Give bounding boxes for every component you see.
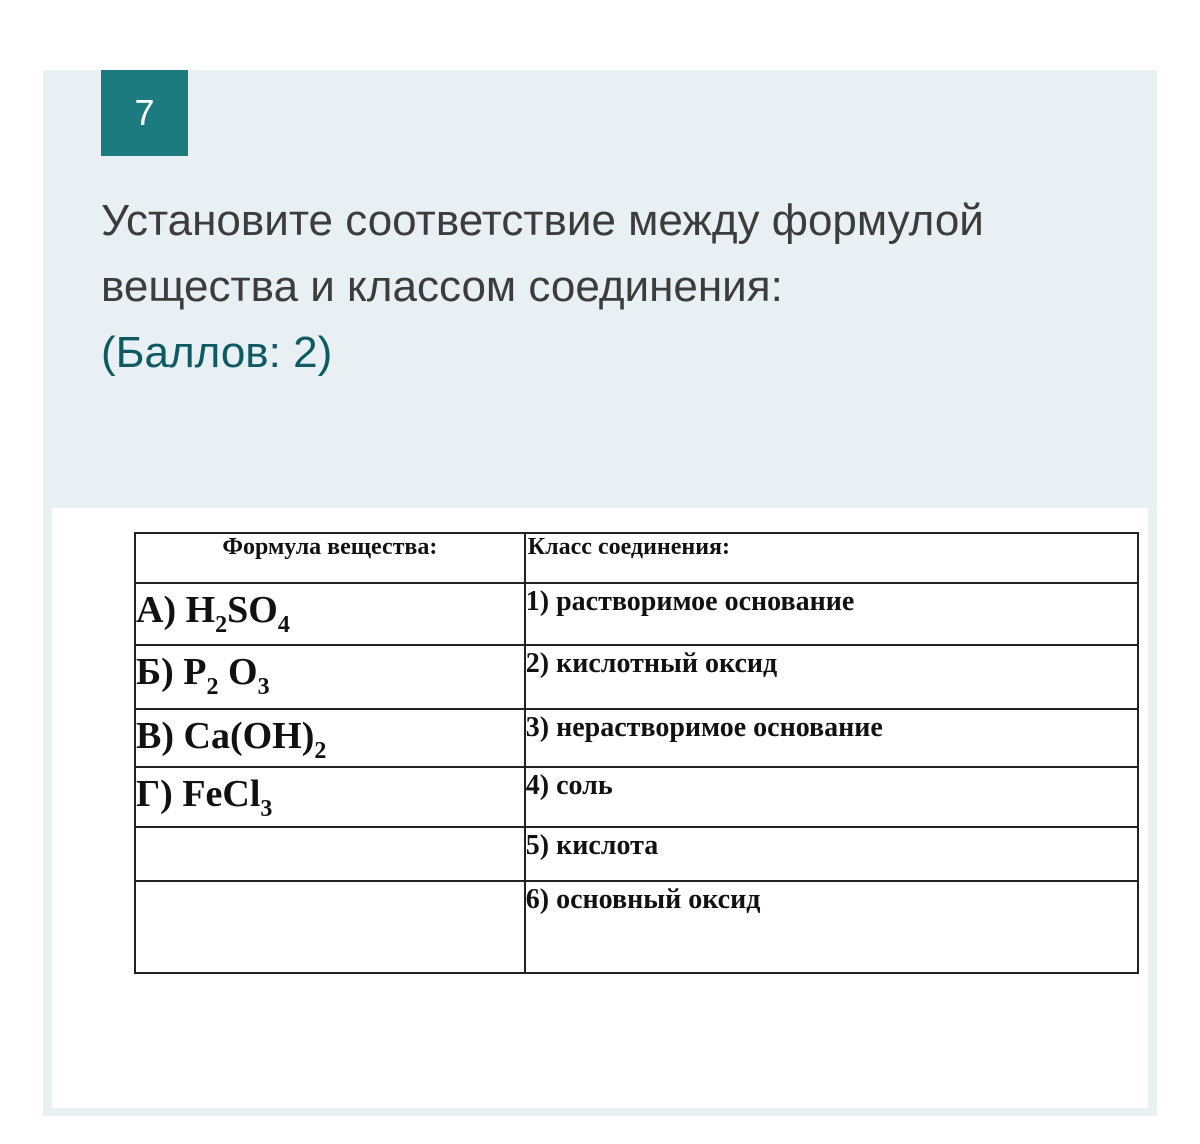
class-cell: 4) соль	[525, 767, 1138, 827]
formula-subscript: 2	[206, 674, 219, 700]
question-points: (Баллов: 2)	[101, 328, 333, 377]
formula-subscript: 4	[277, 612, 290, 638]
class-cell: 2) кислотный оксид	[525, 645, 1138, 709]
table-row	[135, 881, 1138, 973]
formula-subscript: 2	[215, 612, 228, 638]
table-row	[135, 645, 1138, 709]
formula-label: В)	[136, 715, 184, 757]
question-number-badge: 7	[101, 70, 188, 156]
formula-text: FeCl	[182, 773, 261, 815]
class-cell: 1) растворимое основание	[525, 583, 1138, 645]
formula-cell-empty	[135, 827, 525, 881]
matching-table	[134, 532, 1139, 974]
question-text: Установите соответствие между формулой вещества и классом соединения:	[101, 196, 984, 311]
formula-label: Б)	[136, 651, 184, 693]
formula-label: Г)	[136, 773, 183, 815]
formula-text: SO	[227, 589, 278, 631]
formula-cell	[135, 645, 525, 709]
formula-subscript: 2	[314, 738, 327, 764]
formula-label: А)	[136, 589, 186, 631]
formula-cell-empty	[135, 881, 525, 973]
class-cell: 3) нерастворимое основание	[525, 709, 1138, 767]
formula-subscript: 3	[260, 796, 273, 822]
header-class: Класс соединения:	[525, 533, 1138, 583]
class-cell: 5) кислота	[525, 827, 1138, 881]
question-image	[52, 508, 1148, 1108]
table-row	[135, 827, 1138, 881]
header-formula: Формула вещества:	[135, 533, 525, 583]
table-row	[135, 709, 1138, 767]
class-cell: 6) основный оксид	[525, 881, 1138, 973]
formula-text: P	[183, 651, 207, 693]
formula-subscript: 3	[257, 674, 270, 700]
table-row	[135, 767, 1138, 827]
question-card	[43, 70, 1157, 1116]
formula-cell	[135, 583, 525, 645]
formula-cell	[135, 709, 525, 767]
table-row	[135, 583, 1138, 645]
question-text-block	[101, 188, 1101, 386]
formula-text: Ca(OH)	[183, 715, 315, 757]
formula-text: O	[218, 651, 258, 693]
formula-cell	[135, 767, 525, 827]
formula-text: H	[185, 589, 216, 631]
